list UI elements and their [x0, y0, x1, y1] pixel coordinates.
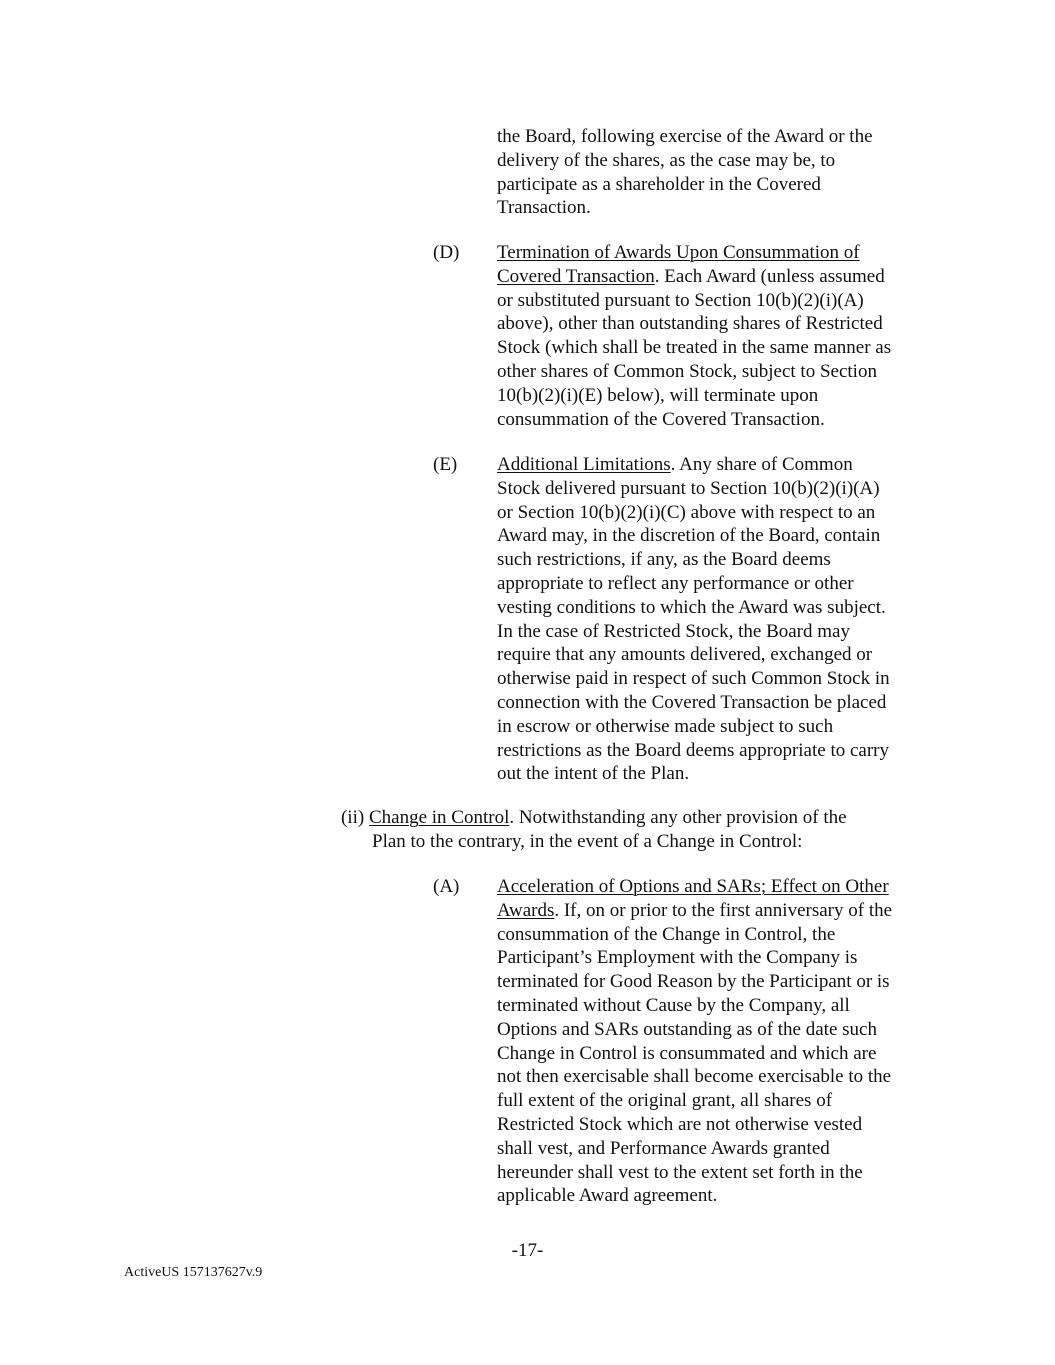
item-e-line: otherwise paid in respect of such Common Stock in: [497, 668, 890, 690]
item-e-line: In the case of Restricted Stock, the Board may: [497, 620, 850, 642]
item-a-line: shall vest, and Performance Awards granted: [497, 1137, 830, 1159]
item-a-heading: Acceleration of Options and SARs; Effect on Other: [497, 876, 889, 897]
continuation-line: Transaction.: [497, 197, 591, 219]
item-d-line: other shares of Common Stock, subject to Section: [497, 360, 877, 382]
continuation-paragraph: [497, 125, 937, 220]
item-a-heading-cont: Awards: [497, 899, 555, 921]
item-d-marker: (D): [433, 242, 460, 263]
item-e-line: restrictions as the Board deems appropriate to carry: [497, 739, 889, 761]
item-a-line: Change in Control is consummated and which are: [497, 1042, 877, 1064]
item-ii-line: Plan to the contrary, in the event of a Change in Control:: [372, 830, 803, 852]
item-e-heading: Additional Limitations: [497, 454, 671, 475]
item-e-line: Award may, in the discretion of the Board, contain: [497, 525, 881, 547]
item-ii-heading: Change in Control: [368, 807, 510, 828]
item-a-line: hereunder shall vest to the extent set forth in the: [497, 1161, 863, 1183]
item-d-line: above), other than outstanding shares of Restricted: [497, 313, 883, 335]
item-e-line: in escrow or otherwise made subject to such: [497, 715, 834, 737]
item-e-line: Stock delivered pursuant to Section 10(b)(2)(i)(A): [497, 477, 880, 499]
item-d-text: . Each Award (unless assumed: [654, 265, 885, 287]
continuation-line: the Board, following exercise of the Award or the: [497, 126, 873, 147]
item-e-line: such restrictions, if any, as the Board deems: [497, 549, 831, 571]
item-a-marker: (A): [433, 876, 460, 897]
item-ii-marker: (ii): [341, 807, 369, 828]
item-a-line: consummation of the Change in Control, the: [497, 923, 836, 945]
item-a-line: terminated without Cause by the Company, all: [497, 994, 850, 1016]
item-e-marker: (E): [433, 454, 458, 475]
item-d-heading-cont: Covered Transaction: [497, 265, 655, 287]
item-e-line: appropriate to reflect any performance or other: [497, 572, 854, 594]
item-e-line: vesting conditions to which the Award was subject.: [497, 596, 886, 618]
item-e-text: . Any share of Common: [670, 454, 853, 475]
item-e-line: or Section 10(b)(2)(i)(C) above with respect to an: [497, 501, 876, 523]
item-e-line: require that any amounts delivered, exchanged or: [497, 644, 873, 666]
item-e-line: connection with the Covered Transaction be placed: [497, 691, 887, 713]
continuation-line: participate as a shareholder in the Covered: [497, 173, 821, 195]
item-d-line: 10(b)(2)(i)(E) below), will terminate upon: [497, 384, 819, 406]
item-a-line: Options and SARs outstanding as of the date such: [497, 1018, 877, 1040]
item-d-line: Stock (which shall be treated in the same manner as: [497, 337, 892, 359]
item-e-line: out the intent of the Plan.: [497, 763, 690, 785]
item-e-paragraph: [497, 453, 937, 786]
item-a-line: Restricted Stock which are not otherwise vested: [497, 1113, 863, 1135]
document-id: ActiveUS 157137627v.9: [124, 1265, 263, 1280]
item-d-line: or substituted pursuant to Section 10(b)(2)(i)(A): [497, 289, 864, 311]
item-d-line: consummation of the Covered Transaction.: [497, 408, 825, 430]
item-ii-paragraph: [341, 806, 941, 854]
item-a-line: not then exercisable shall become exercisable to the: [497, 1066, 892, 1088]
item-d-paragraph: [497, 241, 937, 431]
page-number: -17-: [511, 1240, 544, 1261]
item-d-heading: Termination of Awards Upon Consummation of: [497, 242, 860, 263]
item-a-line: applicable Award agreement.: [497, 1185, 718, 1207]
item-a-paragraph: [497, 875, 937, 1208]
item-a-line: full extent of the original grant, all shares of: [497, 1090, 833, 1112]
item-a-line: Participant’s Employment with the Company is: [497, 947, 858, 969]
item-a-text: . If, on or prior to the first anniversary of the: [554, 899, 893, 921]
continuation-line: delivery of the shares, as the case may be, to: [497, 149, 836, 171]
item-a-line: terminated for Good Reason by the Participant or is: [497, 971, 890, 993]
item-ii-text: . Notwithstanding any other provision of the: [509, 807, 847, 828]
